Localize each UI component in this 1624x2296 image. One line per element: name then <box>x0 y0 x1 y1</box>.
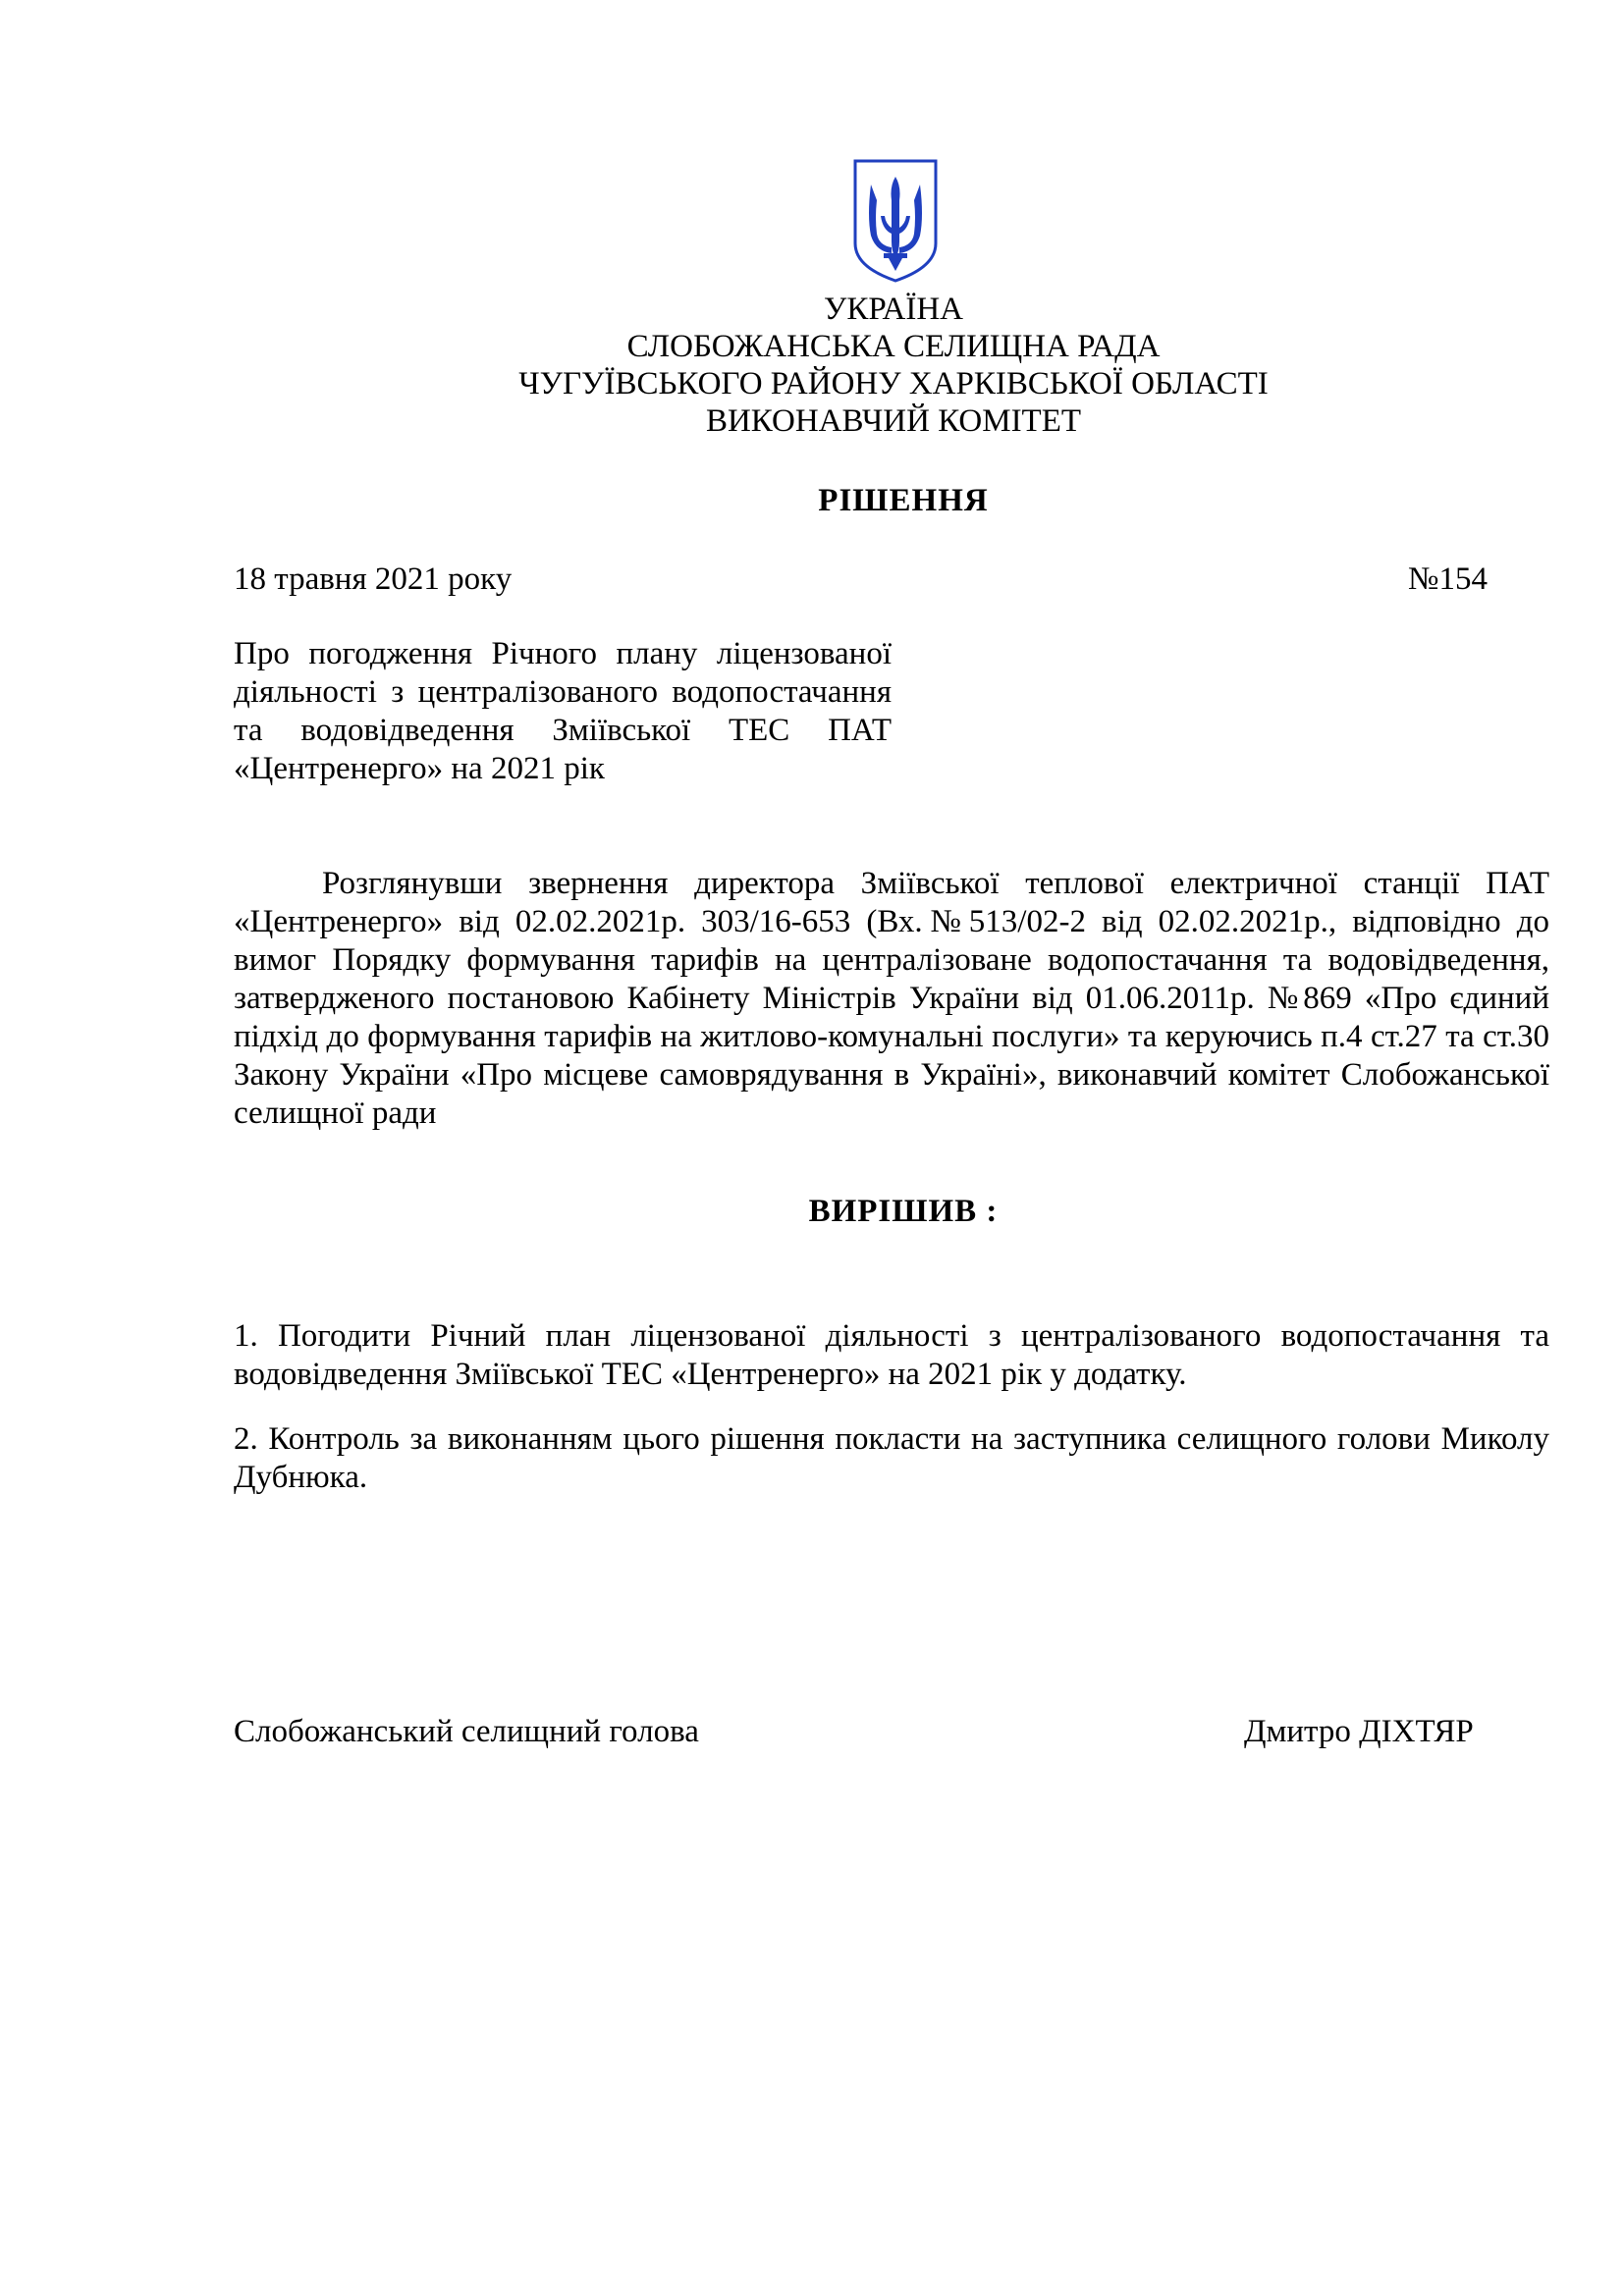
preamble-line: «Центренерго» від 02.02.2021р. 303/16-653 (Вх.№513/02-2 від 02.02.2021р., відповідно до <box>234 904 1549 939</box>
subject-line: Про погодження Річного плану ліцензованої <box>234 636 892 671</box>
header-committee: ВИКОНАВЧИЙ КОМІТЕТ <box>705 403 1082 439</box>
signatory-position: Слобожанський селищний голова <box>234 1714 699 1749</box>
preamble-line: затвердженого постановою Кабінету Міністрів України від 01.06.2011р. №869 «Про єдиний <box>234 981 1549 1016</box>
document-header <box>0 291 1624 440</box>
ukraine-trident-icon <box>851 157 940 285</box>
subject-line: діяльності з централізованого водопостачання <box>234 674 892 710</box>
item-line: водовідведення Зміївської ТЕС «Центренерго» на 2021 рік у додатку. <box>234 1357 1187 1392</box>
resolved-heading: ВИРІШИВ : <box>808 1194 999 1229</box>
subject-line: «Центренерго» на 2021 рік <box>234 751 605 786</box>
header-council: СЛОБОЖАНСЬКА СЕЛИЩНА РАДА <box>626 329 1161 364</box>
subject-line: та водовідведення Зміївської ТЕС ПАТ <box>234 713 892 748</box>
item-line: 2. Контроль за виконанням цього рішення покласти на заступника селищного голови Миколу <box>234 1421 1549 1457</box>
preamble-paragraph <box>234 865 1549 1133</box>
preamble-line: вимог Порядку формування тарифів на централізоване водопостачання та водовідведення, <box>234 942 1549 978</box>
item-line: Дубнюка. <box>234 1460 368 1495</box>
preamble-line: підхід до формування тарифів на житлово-комунальні послуги» та керуючись п.4 ст.27 та ст.30 <box>234 1019 1549 1054</box>
document-subject <box>234 635 892 788</box>
signatory-name: Дмитро ДІХТЯР <box>1244 1714 1474 1749</box>
resolution-item-1 <box>234 1317 1549 1394</box>
preamble-line: селищної ради <box>234 1095 437 1131</box>
preamble-line: Закону України «Про місцеве самоврядування в Україні», виконавчий комітет Слобожанської <box>234 1057 1549 1093</box>
document-title: РІШЕННЯ <box>818 483 989 518</box>
resolution-item-2 <box>234 1420 1549 1497</box>
header-country: УКРАЇНА <box>824 292 963 327</box>
item-line: 1. Погодити Річний план ліцензованої діяльності з централізованого водопостачання та <box>234 1318 1549 1354</box>
document-date: 18 травня 2021 року <box>234 561 513 597</box>
preamble-line: Розглянувши звернення директора Зміївської теплової електричної станції ПАТ <box>322 866 1549 901</box>
header-district: ЧУГУЇВСЬКОГО РАЙОНУ ХАРКІВСЬКОЇ ОБЛАСТІ <box>518 366 1269 401</box>
document-number: №154 <box>1408 561 1488 597</box>
